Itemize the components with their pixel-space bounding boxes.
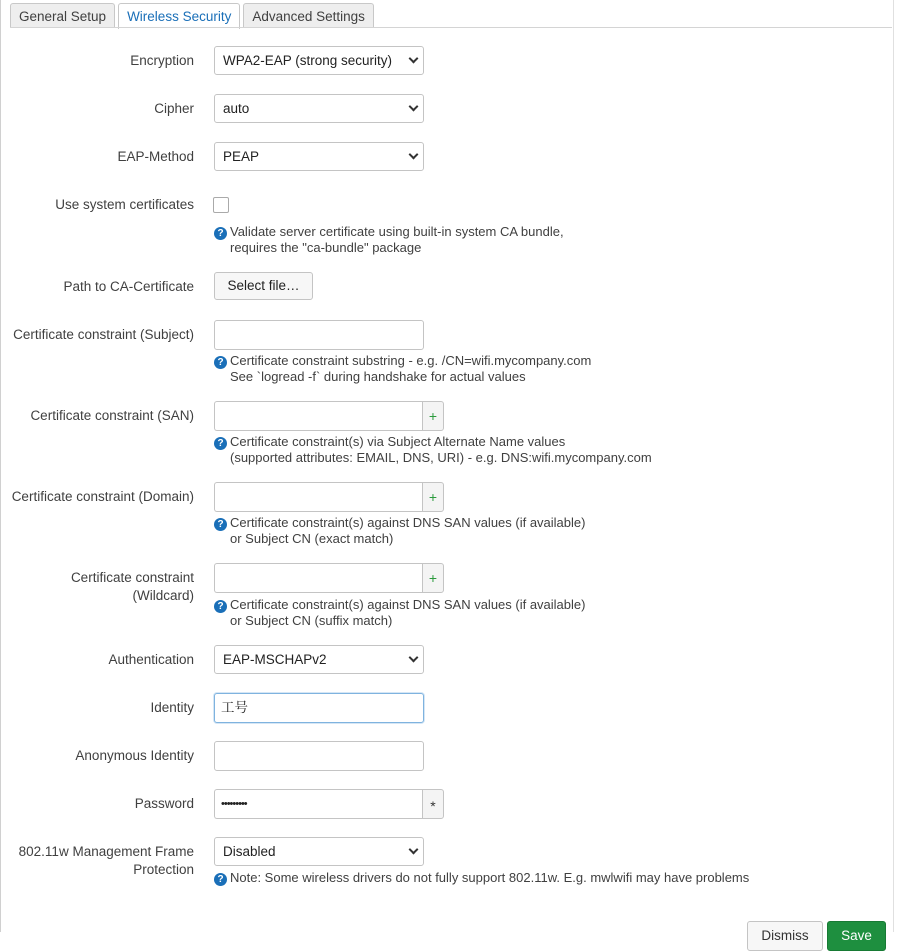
ieee80211w-value: Disabled: [223, 844, 276, 859]
password-reveal-button[interactable]: *: [422, 789, 444, 819]
anonymous-identity-label: Anonymous Identity: [75, 748, 194, 763]
left-border: [0, 0, 1, 932]
anonymous-identity-input[interactable]: [214, 741, 424, 771]
encryption-label: Encryption: [130, 53, 194, 68]
chevron-down-icon: [409, 845, 419, 855]
domain-constraint-help: ? Certificate constraint(s) against DNS SAN values (if available) or Subject CN (exact match): [214, 515, 585, 547]
san-constraint-label: Certificate constraint (SAN): [30, 408, 194, 423]
tab-general-setup[interactable]: General Setup: [10, 3, 115, 28]
chevron-down-icon: [409, 54, 419, 64]
cipher-select[interactable]: [214, 94, 424, 123]
use-system-certs-label: Use system certificates: [55, 197, 194, 212]
eap-method-label: EAP-Method: [117, 149, 194, 164]
tab-divider: [10, 27, 892, 28]
help-icon: ?: [214, 873, 227, 886]
identity-input[interactable]: 工号: [214, 693, 424, 723]
tab-wireless-security[interactable]: Wireless Security: [118, 3, 240, 29]
eap-method-value: PEAP: [223, 149, 260, 164]
san-constraint-input[interactable]: [214, 401, 422, 431]
password-label: Password: [134, 796, 194, 811]
select-file-button[interactable]: Select file…: [214, 272, 313, 300]
help-icon: ?: [214, 600, 227, 613]
wildcard-constraint-help: ? Certificate constraint(s) against DNS SAN values (if available) or Subject CN (suffix match): [214, 597, 585, 629]
eap-method-select[interactable]: [214, 142, 424, 171]
right-border: [893, 0, 894, 932]
subject-constraint-help: ? Certificate constraint substring - e.g. /CN=wifi.mycompany.com See `logread -f` during handshake for actual values: [214, 353, 591, 385]
cipher-value: auto: [223, 101, 250, 116]
wildcard-constraint-label: Certificate constraint (Wildcard): [70, 570, 194, 603]
chevron-down-icon: [409, 653, 419, 663]
identity-label: Identity: [150, 700, 194, 715]
domain-constraint-label: Certificate constraint (Domain): [11, 489, 194, 504]
wildcard-add-button[interactable]: +: [422, 563, 444, 593]
tab-bar: [10, 3, 377, 28]
ca-cert-label: Path to CA-Certificate: [63, 279, 194, 294]
save-button[interactable]: Save: [827, 921, 886, 951]
domain-add-button[interactable]: +: [422, 482, 444, 512]
ieee80211w-help: ? Note: Some wireless drivers do not fully support 802.11w. E.g. mwlwifi may have problems: [214, 870, 749, 886]
cipher-label: Cipher: [154, 101, 194, 116]
domain-constraint-input[interactable]: [214, 482, 422, 512]
help-icon: ?: [214, 437, 227, 450]
chevron-down-icon: [409, 102, 419, 112]
dismiss-button[interactable]: Dismiss: [747, 921, 823, 951]
subject-constraint-label: Certificate constraint (Subject): [13, 327, 194, 342]
tab-advanced-settings[interactable]: Advanced Settings: [243, 3, 374, 28]
chevron-down-icon: [409, 150, 419, 160]
ieee80211w-label: 802.11w Management Frame Protection: [18, 844, 194, 877]
use-system-certs-help: ? Validate server certificate using built-in system CA bundle, requires the "ca-bundle" package: [214, 224, 564, 256]
help-icon: ?: [214, 518, 227, 531]
authentication-select[interactable]: [214, 645, 424, 674]
encryption-select[interactable]: [214, 46, 424, 75]
encryption-value: WPA2-EAP (strong security): [223, 53, 393, 68]
help-icon: ?: [214, 356, 227, 369]
authentication-value: EAP-MSCHAPv2: [223, 652, 327, 667]
subject-constraint-input[interactable]: [214, 320, 424, 350]
san-constraint-help: ? Certificate constraint(s) via Subject Alternate Name values (supported attributes: EMAIL, DNS, URI) - e.g. DNS:wifi.mycompany.com: [214, 434, 652, 466]
help-icon: ?: [214, 227, 227, 240]
authentication-label: Authentication: [108, 652, 194, 667]
ieee80211w-select[interactable]: [214, 837, 424, 866]
san-add-button[interactable]: +: [422, 401, 444, 431]
password-input[interactable]: •••••••••: [214, 789, 422, 819]
wildcard-constraint-input[interactable]: [214, 563, 422, 593]
use-system-certs-checkbox[interactable]: [213, 197, 229, 213]
